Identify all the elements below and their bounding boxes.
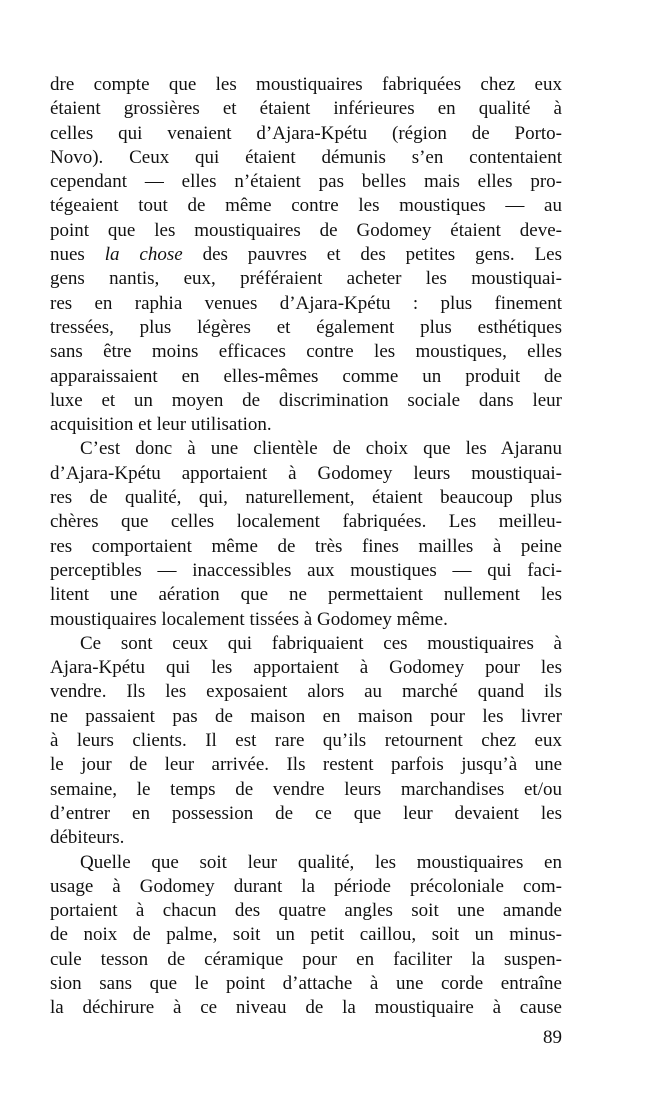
page-number: 89 [543, 1027, 562, 1048]
text-line [50, 608, 562, 632]
text-line [50, 875, 562, 899]
text-run: vendre. Ils les exposaient alors au marché quand ils [50, 681, 562, 703]
text-run: moustiquaires localement tissées à Godomey même. [50, 608, 448, 630]
text-run: débiteurs. [50, 827, 125, 849]
text-line [50, 340, 562, 364]
text-line [50, 97, 562, 121]
paragraph [50, 851, 562, 1021]
text-line [50, 316, 562, 340]
text-run: res comportaient même de très fines mailles à peine [50, 535, 562, 557]
body-text [50, 73, 562, 1021]
text-line [50, 705, 562, 729]
text-line [50, 73, 562, 97]
text-line [50, 365, 562, 389]
text-line [50, 632, 562, 656]
text-run: luxe et un moyen de discrimination sociale dans leur [50, 389, 562, 411]
text-run: sion sans que le point d’attache à une corde entraîne [50, 972, 562, 994]
text-line [50, 778, 562, 802]
text-run: nues [50, 244, 105, 266]
text-run: dre compte que les moustiquaires fabriquées chez eux [50, 74, 562, 95]
text-run: celles qui venaient d’Ajara-Kpétu (région de Porto- [50, 122, 562, 144]
text-line [50, 146, 562, 170]
text-run: usage à Godomey durant la période précoloniale com- [50, 875, 562, 897]
text-line [50, 219, 562, 243]
text-run: point que les moustiquaires de Godomey étaient deve- [50, 219, 562, 241]
text-line [50, 753, 562, 777]
text-run: gens nantis, eux, préféraient acheter les moustiquai- [50, 268, 562, 290]
text-run: sans être moins efficaces contre les moustiques, elles [50, 341, 562, 363]
text-line [50, 972, 562, 996]
text-line [50, 899, 562, 923]
text-run: la déchirure à ce niveau de la moustiquaire à cause [50, 997, 562, 1019]
text-run: tressées, plus légères et également plus esthétiques [50, 316, 562, 338]
text-run: semaine, le temps de vendre leurs marchandises et/ou [50, 778, 562, 800]
text-line [50, 194, 562, 218]
text-line [50, 826, 562, 850]
text-run: cependant — elles n’étaient pas belles mais elles pro- [50, 171, 562, 193]
paragraph [50, 632, 562, 851]
text-line [50, 413, 562, 437]
text-line [50, 851, 562, 875]
text-run: C’est donc à une clientèle de choix que les Ajaranu [80, 438, 562, 460]
text-line [50, 486, 562, 510]
text-line [50, 462, 562, 486]
text-line [50, 948, 562, 972]
text-line [50, 729, 562, 753]
text-run: ne passaient pas de maison en maison pour les livrer [50, 705, 562, 727]
text-run: Ajara-Kpétu qui les apportaient à Godomey pour les [50, 657, 562, 679]
paragraph [50, 437, 562, 631]
text-run: apparaissaient en elles-mêmes comme un produit de [50, 365, 562, 387]
text-line [50, 243, 562, 267]
text-run: cule tesson de céramique pour en faciliter la suspen- [50, 948, 562, 970]
text-run: à leurs clients. Il est rare qu’ils retournent chez eux [50, 730, 562, 752]
text-run: de noix de palme, soit un petit caillou, soit un minus- [50, 924, 562, 946]
text-run: perceptibles — inaccessibles aux moustiques — qui faci- [50, 559, 562, 581]
text-line [50, 267, 562, 291]
text-line [50, 583, 562, 607]
text-line [50, 802, 562, 826]
text-run: Novo). Ceux qui étaient démunis s’en contentaient [50, 146, 562, 168]
text-line [50, 923, 562, 947]
text-line [50, 996, 562, 1020]
text-line [50, 656, 562, 680]
text-line [50, 559, 562, 583]
text-run: acquisition et leur utilisation. [50, 414, 272, 436]
text-run: d’entrer en possession de ce que leur devaient les [50, 802, 562, 824]
paragraph [50, 73, 562, 437]
text-run: tégeaient tout de même contre les moustiques — au [50, 195, 562, 217]
text-line [50, 510, 562, 534]
text-line [50, 437, 562, 461]
text-run: Ce sont ceux qui fabriquaient ces moustiquaires à [80, 632, 562, 654]
text-line [50, 292, 562, 316]
text-run: d’Ajara-Kpétu apportaient à Godomey leurs moustiquai- [50, 462, 562, 484]
text-run: chères que celles localement fabriquées. Les meilleu- [50, 511, 562, 533]
text-run: litent une aération que ne permettaient nullement les [50, 584, 562, 606]
text-run: res de qualité, qui, naturellement, étaient beaucoup plus [50, 487, 562, 509]
text-line [50, 680, 562, 704]
text-run: étaient grossières et étaient inférieures en qualité à [50, 98, 562, 120]
text-run: Quelle que soit leur qualité, les moustiquaires en [80, 851, 562, 873]
text-line [50, 170, 562, 194]
text-run: le jour de leur arrivée. Ils restent parfois jusqu’à une [50, 754, 562, 776]
text-run: res en raphia venues d’Ajara-Kpétu : plus finement [50, 292, 562, 314]
text-line [50, 535, 562, 559]
text-run: portaient à chacun des quatre angles soit une amande [50, 900, 562, 922]
text-line [50, 389, 562, 413]
text-line [50, 122, 562, 146]
text-run: des pauvres et des petites gens. Les [182, 244, 563, 266]
italic-text: la chose [104, 244, 183, 266]
